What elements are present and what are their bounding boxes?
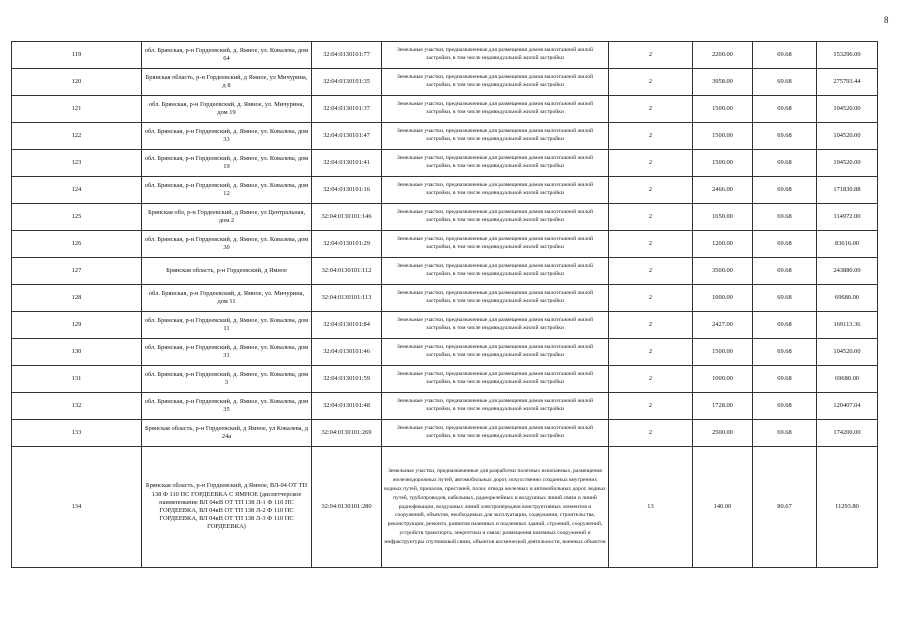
total-value-cell: 104520.00 (817, 150, 878, 177)
land-purpose-cell: Земельные участки, предназначенные для разработки полезных ископаемых, размещения железнодорожных путей, автомобильных дорог, искусственно созданных внутренних водных путей, причалов, пристаней, полос отвода железных и автомобильных дорог, водных путей, трубопроводов, кабельных, радиорелейных и воздушных линий связи и линий радиофикации, воздушных линий электропередачи конструктивных элементов и сооружений, объектов, необходимых для эксплуатации, содержания, строительства, реконструкции, ремонта, развития наземных и подземных зданий, строений, сооружений, устройств транспорта, энергетики и связи; размещения наземных сооружений и инфраструктуры спутниковой связи, объектов космической деятельности, военных объектов (382, 447, 609, 568)
cadastral-number-cell: 32:04:0130101:269 (312, 420, 382, 447)
table-row (12, 258, 878, 285)
land-purpose-cell: Земельные участки, предназначенные для размещения домов малоэтажной жилой застройки, в том числе индивидуальной жилой застройки (382, 96, 609, 123)
cadastral-number-cell: 32:04:0130101:48 (312, 393, 382, 420)
land-purpose-cell: Земельные участки, предназначенные для размещения домов малоэтажной жилой застройки, в том числе индивидуальной жилой застройки (382, 420, 609, 447)
rate-cell: 69.68 (753, 42, 817, 69)
address-cell: обл. Брянская, р-н Гордеевский, д. Ямное, ул. Мичурина, дом 19 (142, 96, 312, 123)
total-value-cell: 275793.44 (817, 69, 878, 96)
coefficient-cell: 2 (609, 420, 693, 447)
land-purpose-cell: Земельные участки, предназначенные для размещения домов малоэтажной жилой застройки, в том числе индивидуальной жилой застройки (382, 123, 609, 150)
address-cell: обл. Брянская, р-н Гордеевский, д. Ямное, ул. Ковалева, дом 11 (142, 312, 312, 339)
area-cell: 1000.00 (693, 285, 753, 312)
land-purpose-cell: Земельные участки, предназначенные для размещения домов малоэтажной жилой застройки, в том числе индивидуальной жилой застройки (382, 312, 609, 339)
total-value-cell: 169113.36 (817, 312, 878, 339)
address-cell: обл. Брянская, р-н Гордеевский, д. Ямное, ул. Ковалева, дом 33 (142, 123, 312, 150)
land-purpose-cell: Земельные участки, предназначенные для размещения домов малоэтажной жилой застройки, в том числе индивидуальной жилой застройки (382, 339, 609, 366)
rate-cell: 69.68 (753, 285, 817, 312)
table-row (12, 69, 878, 96)
address-cell: обл. Брянская, р-н Гордеевский, д. Ямное, ул. Ковалева, дом 35 (142, 393, 312, 420)
rate-cell: 69.68 (753, 150, 817, 177)
land-purpose-cell: Земельные участки, предназначенные для размещения домов малоэтажной жилой застройки, в том числе индивидуальной жилой застройки (382, 42, 609, 69)
area-cell: 3958.00 (693, 69, 753, 96)
coefficient-cell: 2 (609, 42, 693, 69)
total-value-cell: 104520.00 (817, 96, 878, 123)
land-purpose-cell: Земельные участки, предназначенные для размещения домов малоэтажной жилой застройки, в том числе индивидуальной жилой застройки (382, 231, 609, 258)
table-row (12, 150, 878, 177)
address-cell: Брянская область, р-н Гордеевский, д Ямное, ул Ковалева, д 24а (142, 420, 312, 447)
table-row (12, 42, 878, 69)
land-purpose-cell: Земельные участки, предназначенные для размещения домов малоэтажной жилой застройки, в том числе индивидуальной жилой застройки (382, 204, 609, 231)
row-number: 132 (12, 393, 142, 420)
rate-cell: 69.68 (753, 177, 817, 204)
area-cell: 1500.00 (693, 96, 753, 123)
rate-cell: 69.68 (753, 366, 817, 393)
cadastral-number-cell: 32:04:0130101:113 (312, 285, 382, 312)
coefficient-cell: 2 (609, 339, 693, 366)
land-registry-table (11, 41, 878, 568)
coefficient-cell: 2 (609, 69, 693, 96)
row-number: 131 (12, 366, 142, 393)
rate-cell: 69.68 (753, 123, 817, 150)
rate-cell: 69.68 (753, 231, 817, 258)
row-number: 121 (12, 96, 142, 123)
row-number: 119 (12, 42, 142, 69)
rate-cell: 69.68 (753, 258, 817, 285)
total-value-cell: 104520.00 (817, 123, 878, 150)
row-number: 124 (12, 177, 142, 204)
table-row (12, 204, 878, 231)
area-cell: 1728.00 (693, 393, 753, 420)
area-cell: 1500.00 (693, 339, 753, 366)
row-number: 128 (12, 285, 142, 312)
table-row (12, 312, 878, 339)
coefficient-cell: 2 (609, 96, 693, 123)
table-row (12, 96, 878, 123)
coefficient-cell: 2 (609, 312, 693, 339)
coefficient-cell: 2 (609, 393, 693, 420)
land-purpose-cell: Земельные участки, предназначенные для размещения домов малоэтажной жилой застройки, в том числе индивидуальной жилой застройки (382, 285, 609, 312)
rate-cell: 69.68 (753, 69, 817, 96)
land-purpose-cell: Земельные участки, предназначенные для размещения домов малоэтажной жилой застройки, в том числе индивидуальной жилой застройки (382, 258, 609, 285)
area-cell: 3500.00 (693, 258, 753, 285)
total-value-cell: 243880.00 (817, 258, 878, 285)
table-row (12, 420, 878, 447)
rate-cell: 80.67 (753, 447, 817, 568)
address-cell: обл. Брянская, р-н Гордеевский, д. Ямное, ул. Ковалева, дом 19 (142, 150, 312, 177)
land-purpose-cell: Земельные участки, предназначенные для размещения домов малоэтажной жилой застройки, в том числе индивидуальной жилой застройки (382, 69, 609, 96)
row-number: 123 (12, 150, 142, 177)
cadastral-number-cell: 32:04:0130101:46 (312, 339, 382, 366)
land-purpose-cell: Земельные участки, предназначенные для размещения домов малоэтажной жилой застройки, в том числе индивидуальной жилой застройки (382, 393, 609, 420)
cadastral-number-cell: 32:04:0130101:29 (312, 231, 382, 258)
table-row (12, 339, 878, 366)
area-cell: 1000.00 (693, 366, 753, 393)
address-cell: Брянская область, р-н Гордеевский, д Ямное, ВЛ-04 ОТ ТП 138 Ф 110 ПС ГОРДЕЕВКА С ЯМНОЕ (диспетчерское наименование ВЛ 04кВ ОТ ТП 138 Л-1 Ф 110 ПС ГОРДЕЕВКА, ВЛ 04кВ ОТ ТП 138 Л-2 Ф 110 ПС ГОРДЕЕВКА, ВЛ 04кВ ОТ ТП 138 Л-3 Ф 110 ПС ГОРДЕЕВКА) (142, 447, 312, 568)
table-row (12, 447, 878, 568)
total-value-cell: 104520.00 (817, 339, 878, 366)
cadastral-number-cell: 32:04:0130101:41 (312, 150, 382, 177)
table-row (12, 123, 878, 150)
rate-cell: 69.68 (753, 312, 817, 339)
area-cell: 1200.00 (693, 231, 753, 258)
area-cell: 2200.00 (693, 42, 753, 69)
total-value-cell: 114972.00 (817, 204, 878, 231)
address-cell: обл. Брянская, р-н Гордеевский, д. Ямное, ул. Ковалева, дом 64 (142, 42, 312, 69)
table-row (12, 393, 878, 420)
rate-cell: 69.68 (753, 204, 817, 231)
total-value-cell: 171830.88 (817, 177, 878, 204)
row-number: 133 (12, 420, 142, 447)
area-cell: 140.00 (693, 447, 753, 568)
total-value-cell: 153296.00 (817, 42, 878, 69)
row-number: 129 (12, 312, 142, 339)
coefficient-cell: 2 (609, 204, 693, 231)
land-purpose-cell: Земельные участки, предназначенные для размещения домов малоэтажной жилой застройки, в том числе индивидуальной жилой застройки (382, 150, 609, 177)
coefficient-cell: 2 (609, 366, 693, 393)
cadastral-number-cell: 32:04:0130101:47 (312, 123, 382, 150)
row-number: 130 (12, 339, 142, 366)
area-cell: 2466.00 (693, 177, 753, 204)
row-number: 122 (12, 123, 142, 150)
row-number: 126 (12, 231, 142, 258)
total-value-cell: 69680.00 (817, 366, 878, 393)
row-number: 120 (12, 69, 142, 96)
land-purpose-cell: Земельные участки, предназначенные для размещения домов малоэтажной жилой застройки, в том числе индивидуальной жилой застройки (382, 177, 609, 204)
cadastral-number-cell: 32:04:0130101:146 (312, 204, 382, 231)
address-cell: обл. Брянская, р-н Гордеевский, д. Ямное, ул. Ковалева, дом 12 (142, 177, 312, 204)
cadastral-number-cell: 32:04:0130101:37 (312, 96, 382, 123)
address-cell: обл. Брянская, р-н Гордеевский, д. Ямное, ул. Ковалева, дом 30 (142, 231, 312, 258)
page-number: 8 (884, 15, 889, 25)
table-row (12, 177, 878, 204)
address-cell: Брянская область, р-н Гордеевский, д Ямное, ул Мичурина, д 8 (142, 69, 312, 96)
row-number: 134 (12, 447, 142, 568)
area-cell: 1650.00 (693, 204, 753, 231)
cadastral-number-cell: 32:04:0130101:77 (312, 42, 382, 69)
rate-cell: 69.68 (753, 339, 817, 366)
coefficient-cell: 2 (609, 150, 693, 177)
area-cell: 2427.00 (693, 312, 753, 339)
cadastral-number-cell: 32:04:0130101:16 (312, 177, 382, 204)
cadastral-number-cell: 32:04:0130101:59 (312, 366, 382, 393)
cadastral-number-cell: 32:04:0130101:35 (312, 69, 382, 96)
address-cell: обл. Брянская, р-н Гордеевский, д. Ямное, ул. Ковалева, дом 31 (142, 339, 312, 366)
area-cell: 1500.00 (693, 150, 753, 177)
coefficient-cell: 2 (609, 258, 693, 285)
address-cell: Брянская область, р-н Гордеевский, д Ямное (142, 258, 312, 285)
total-value-cell: 83616.00 (817, 231, 878, 258)
table-row (12, 231, 878, 258)
total-value-cell: 120407.04 (817, 393, 878, 420)
table-row (12, 285, 878, 312)
total-value-cell: 174200.00 (817, 420, 878, 447)
land-purpose-cell: Земельные участки, предназначенные для размещения домов малоэтажной жилой застройки, в том числе индивидуальной жилой застройки (382, 366, 609, 393)
rate-cell: 69.68 (753, 96, 817, 123)
row-number: 127 (12, 258, 142, 285)
coefficient-cell: 2 (609, 177, 693, 204)
cadastral-number-cell: 32:04:0130101:280 (312, 447, 382, 568)
coefficient-cell: 2 (609, 285, 693, 312)
rate-cell: 69.68 (753, 420, 817, 447)
address-cell: обл. Брянская, р-н Гордеевский, д. Ямное, ул. Ковалева, дом 3 (142, 366, 312, 393)
cadastral-number-cell: 32:04:0130101:84 (312, 312, 382, 339)
address-cell: обл. Брянская, р-н Гордеевский, д. Ямное, ул. Мичурина, дом 11 (142, 285, 312, 312)
row-number: 125 (12, 204, 142, 231)
coefficient-cell: 2 (609, 123, 693, 150)
table-row (12, 366, 878, 393)
area-cell: 2500.00 (693, 420, 753, 447)
cadastral-number-cell: 32:04:0130101:112 (312, 258, 382, 285)
coefficient-cell: 2 (609, 231, 693, 258)
total-value-cell: 11293.80 (817, 447, 878, 568)
coefficient-cell: 13 (609, 447, 693, 568)
total-value-cell: 69680.00 (817, 285, 878, 312)
rate-cell: 69.68 (753, 393, 817, 420)
area-cell: 1500.00 (693, 123, 753, 150)
address-cell: Брянская обл, р-н Гордеевский, д Ямное, ул Центральная, дом 2 (142, 204, 312, 231)
